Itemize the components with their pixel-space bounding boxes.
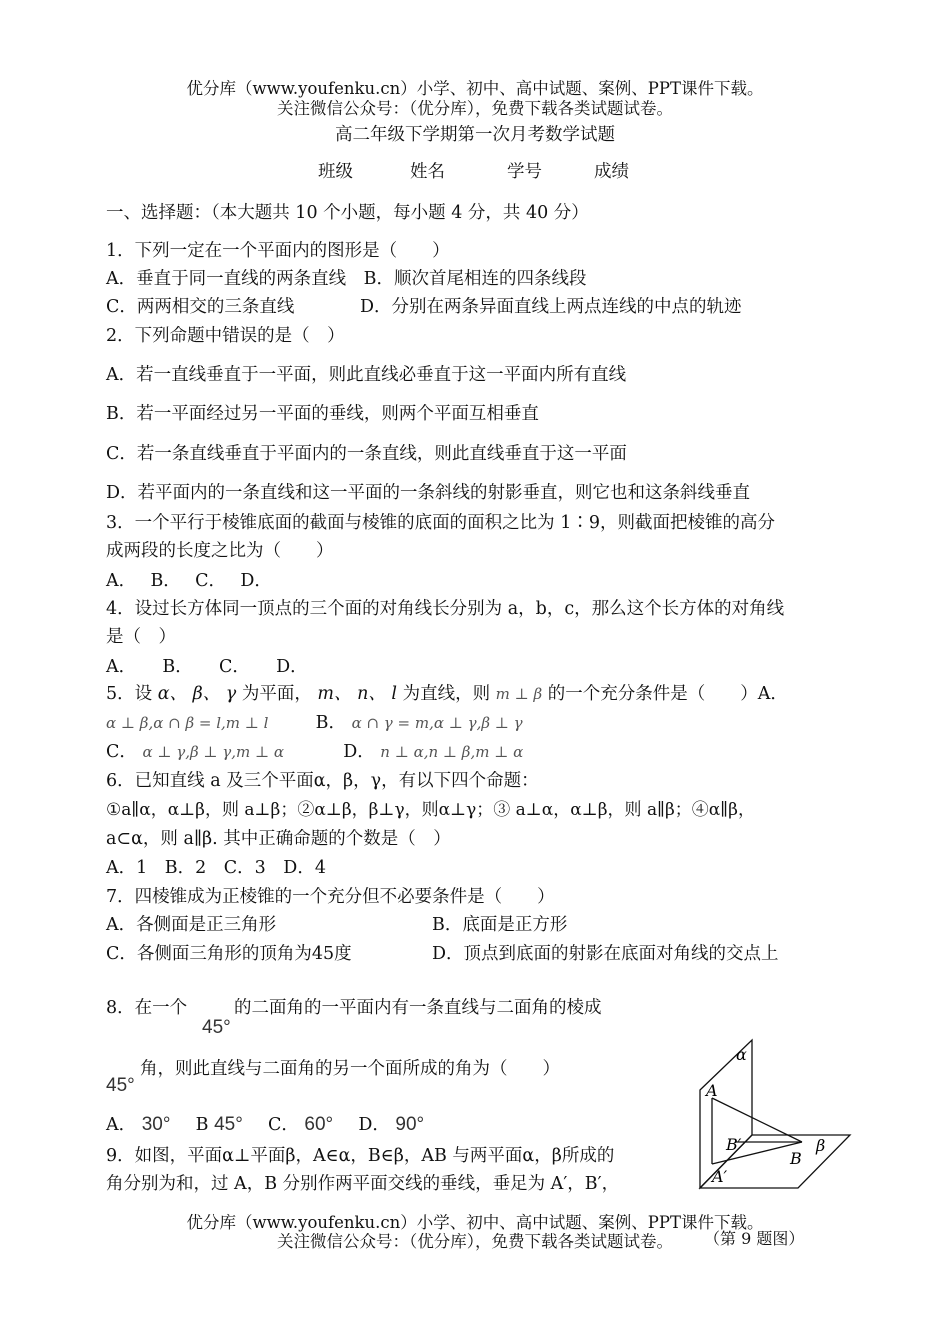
q1-stem: 1．下列一定在一个平面内的图形是（ ） (106, 241, 450, 261)
q5-options-cd (106, 741, 523, 763)
label-b-prime: B′ (726, 1135, 742, 1154)
q4-stem-2: 是（ ） (106, 627, 176, 647)
q7-option-b: B．底面是正方形 (432, 915, 568, 935)
footer-line-2: 关注微信公众号：（优分库），免费下载各类试题试卷。 (277, 1232, 673, 1251)
q1-option-c: C．两两相交的三条直线 (106, 297, 295, 317)
q8-angle-1: 45° (202, 1017, 231, 1038)
q8-value-c: 60° (304, 1114, 334, 1135)
q7-option-a: A．各侧面是正三角形 (106, 915, 277, 935)
q9-figure (690, 1030, 860, 1200)
q5-option-a: α ⊥ β,α ∩ β = l,m ⊥ l (106, 714, 269, 732)
label-alpha: α (736, 1045, 747, 1064)
q9-stem-2: 角分别为和，过 A，B 分别作两平面交线的垂线，垂足为 A′，B′， (106, 1174, 620, 1194)
q8-value-d: 90° (395, 1114, 425, 1135)
q6-stem: 6．已知直线 a 及三个平面α，β，γ，有以下四个命题： (106, 771, 539, 791)
q1-option-d: D．分别在两条异面直线上两点连线的中点的轨迹 (360, 297, 742, 317)
q8-stem-1a: 8．在一个 (106, 998, 188, 1018)
q5-planes: α、 β、 γ (157, 684, 237, 704)
q8-options (106, 1114, 424, 1136)
header-line-1: 优分库（www.youfenku.cn）小学、初中、高中试题、案例、PPT课件下载。 (186, 79, 764, 98)
q5-option-d: n ⊥ α,n ⊥ β,m ⊥ α (380, 743, 524, 761)
q8-label-b: B (195, 1115, 209, 1135)
q5-label-d: D． (343, 742, 375, 762)
q4-options: A． B． C． D． (106, 657, 308, 677)
info-class: 班级 (318, 162, 353, 182)
q3-stem-1: 3．一个平行于棱锥底面的截面与棱锥的底面的面积之比为 1∶9，则截面把棱锥的高分 (106, 513, 775, 533)
q5-lines: m、 n、 l (317, 684, 397, 704)
q2-stem: 2．下列命题中错误的是（ ） (106, 326, 345, 346)
q6-options: A．1 B．2 C．3 D．4 (106, 858, 326, 878)
q5-stem-d: 的一个充分条件是（ ）A． (547, 684, 788, 704)
q5-stem (106, 683, 788, 705)
q2-option-b: B．若一平面经过另一平面的垂线，则两个平面互相垂直 (106, 404, 539, 424)
q2-option-a: A．若一直线垂直于一平面，则此直线必垂直于这一平面内所有直线 (106, 365, 627, 385)
q8-stem-1b: 的二面角的一平面内有一条直线与二面角的棱成 (234, 998, 602, 1018)
q4-stem-1: 4．设过长方体同一顶点的三个面的对角线长分别为 a，b，c，那么这个长方体的对角线 (106, 599, 785, 619)
q8-label-d: D． (358, 1115, 390, 1135)
q5-option-c: α ⊥ γ,β ⊥ γ,m ⊥ α (142, 743, 285, 761)
label-beta: β (816, 1136, 826, 1155)
q7-stem: 7．四棱锥成为正棱锥的一个充分但不必要条件是（ ） (106, 887, 555, 907)
q1-options-ab: A．垂直于同一直线的两条直线 B．顺次首尾相连的四条线段 (106, 269, 587, 289)
q5-option-b: α ∩ γ = m,α ⊥ γ,β ⊥ γ (351, 714, 523, 732)
q8-stem-2: 角，则此直线与二面角的另一个面所成的角为（ ） (140, 1059, 560, 1079)
q7-option-c: C．各侧面三角形的顶角为45度 (106, 944, 352, 964)
q5-stem-a: 5．设 (106, 684, 153, 704)
section-heading: 一、选择题：（本大题共 10 个小题，每小题 4 分，共 40 分） (106, 203, 589, 223)
label-a-prime: A′ (712, 1167, 728, 1186)
info-name: 姓名 (410, 162, 445, 182)
q5-label-c: C． (106, 742, 137, 762)
header-line-2: 关注微信公众号：（优分库），免费下载各类试题试卷。 (277, 99, 673, 118)
q5-condition: m ⊥ β (495, 685, 543, 703)
q8-label-a: A． (106, 1115, 137, 1135)
q6-props-1: ①a∥α，α⊥β，则 a⊥β；②α⊥β，β⊥γ，则α⊥γ；③ a⊥α，α⊥β，则 a∥β；④α∥β， (106, 800, 755, 820)
info-number: 学号 (507, 162, 542, 182)
q9-stem-1: 9．如图，平面α⊥平面β，A∈α，B∈β，AB 与两平面α，β所成的 (106, 1146, 615, 1166)
label-b: B (790, 1149, 802, 1168)
q5-stem-c: 为直线，则 (402, 684, 491, 704)
q8-angle-2: 45° (106, 1075, 135, 1096)
q8-value-a: 30° (141, 1114, 171, 1135)
footer-line-1: 优分库（www.youfenku.cn）小学、初中、高中试题、案例、PPT课件下载。 (186, 1213, 764, 1232)
q7-option-d: D．顶点到底面的射影在底面对角线的交点上 (432, 944, 779, 964)
q5-label-b: B． (315, 713, 346, 733)
q8-label-c: C． (267, 1115, 299, 1135)
q8-value-b: 45° (214, 1114, 243, 1135)
page-title: 高二年级下学期第一次月考数学试题 (335, 125, 615, 145)
q2-option-c: C．若一条直线垂直于平面内的一条直线，则此直线垂直于这一平面 (106, 444, 627, 464)
info-score: 成绩 (594, 162, 629, 182)
q3-options: A． B． C． D． (106, 571, 272, 591)
q2-option-d: D．若平面内的一条直线和这一平面的一条斜线的射影垂直，则它也和这条斜线垂直 (106, 483, 751, 503)
q3-stem-2: 成两段的长度之比为（ ） (106, 541, 334, 561)
q6-props-2: a⊂α，则 a∥β. 其中正确命题的个数是（ ） (106, 829, 451, 849)
label-a: A (706, 1081, 718, 1100)
q5-stem-b: 为平面， (241, 684, 312, 704)
q5-options-ab (106, 712, 523, 734)
q9-caption: （第 9 题图） (704, 1229, 805, 1248)
